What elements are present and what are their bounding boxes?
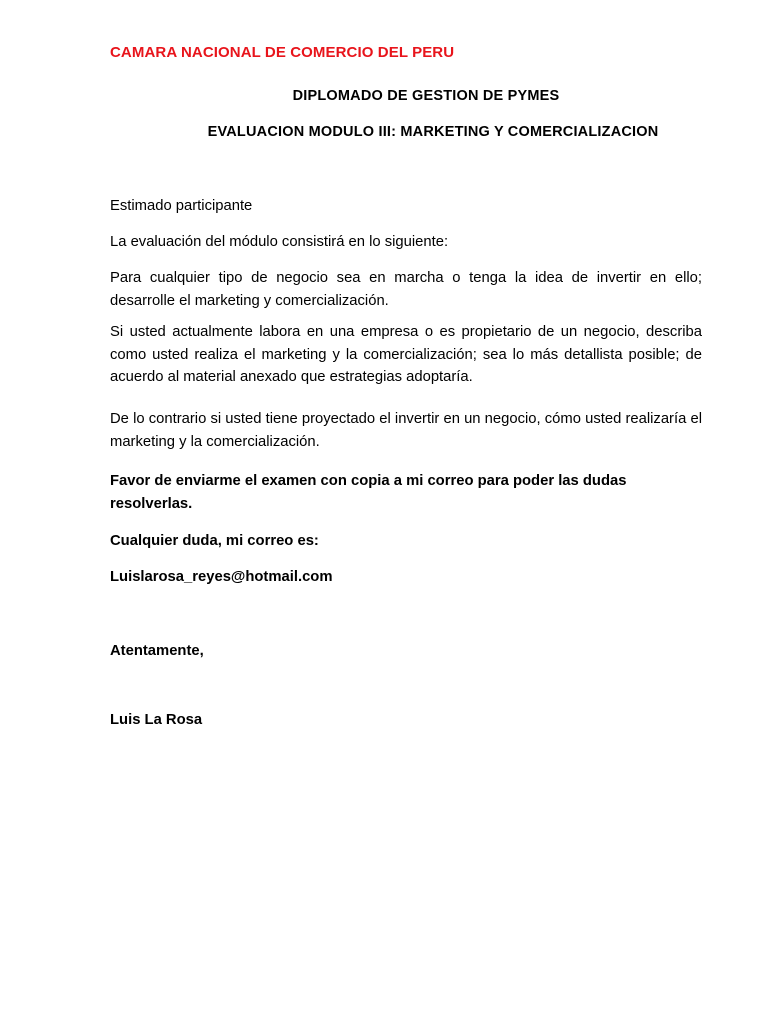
contact-label: Cualquier duda, mi correo es: xyxy=(110,533,319,549)
greeting: Estimado participante xyxy=(110,198,253,214)
document-subtitle: EVALUACION MODULO III: MARKETING Y COMERCIALIZACION xyxy=(207,124,659,140)
request-paragraph: Favor de enviarme el examen con copia a mi correo para poder las dudas resolverlas. xyxy=(110,473,627,512)
intro-paragraph: La evaluación del módulo consistirá en lo siguiente: xyxy=(110,234,449,250)
organization-name: CAMARA NACIONAL DE COMERCIO DEL PERU xyxy=(110,44,455,61)
paragraph-planned-business: De lo contrario si usted tiene proyectado el invertir en un negocio, cómo usted realizaría el marketing y la comercialización. xyxy=(110,411,702,450)
paragraph-business-any: Para cualquier tipo de negocio sea en marcha o tenga la idea de invertir en ello; desarrolle el marketing y comercialización. xyxy=(110,270,702,309)
document-title: DIPLOMADO DE GESTION DE PYMES xyxy=(292,88,560,104)
paragraph-current-business: Si usted actualmente labora en una empresa o es propietario de un negocio, describa como usted realiza el marketing y la comercialización; sea lo más detallista posible; de acuerdo al material anexado que estrategias adoptaría. xyxy=(110,324,702,385)
contact-email: Luislarosa_reyes@hotmail.com xyxy=(110,569,333,585)
closing-salutation: Atentamente, xyxy=(110,643,204,659)
signature-name: Luis La Rosa xyxy=(110,712,203,728)
